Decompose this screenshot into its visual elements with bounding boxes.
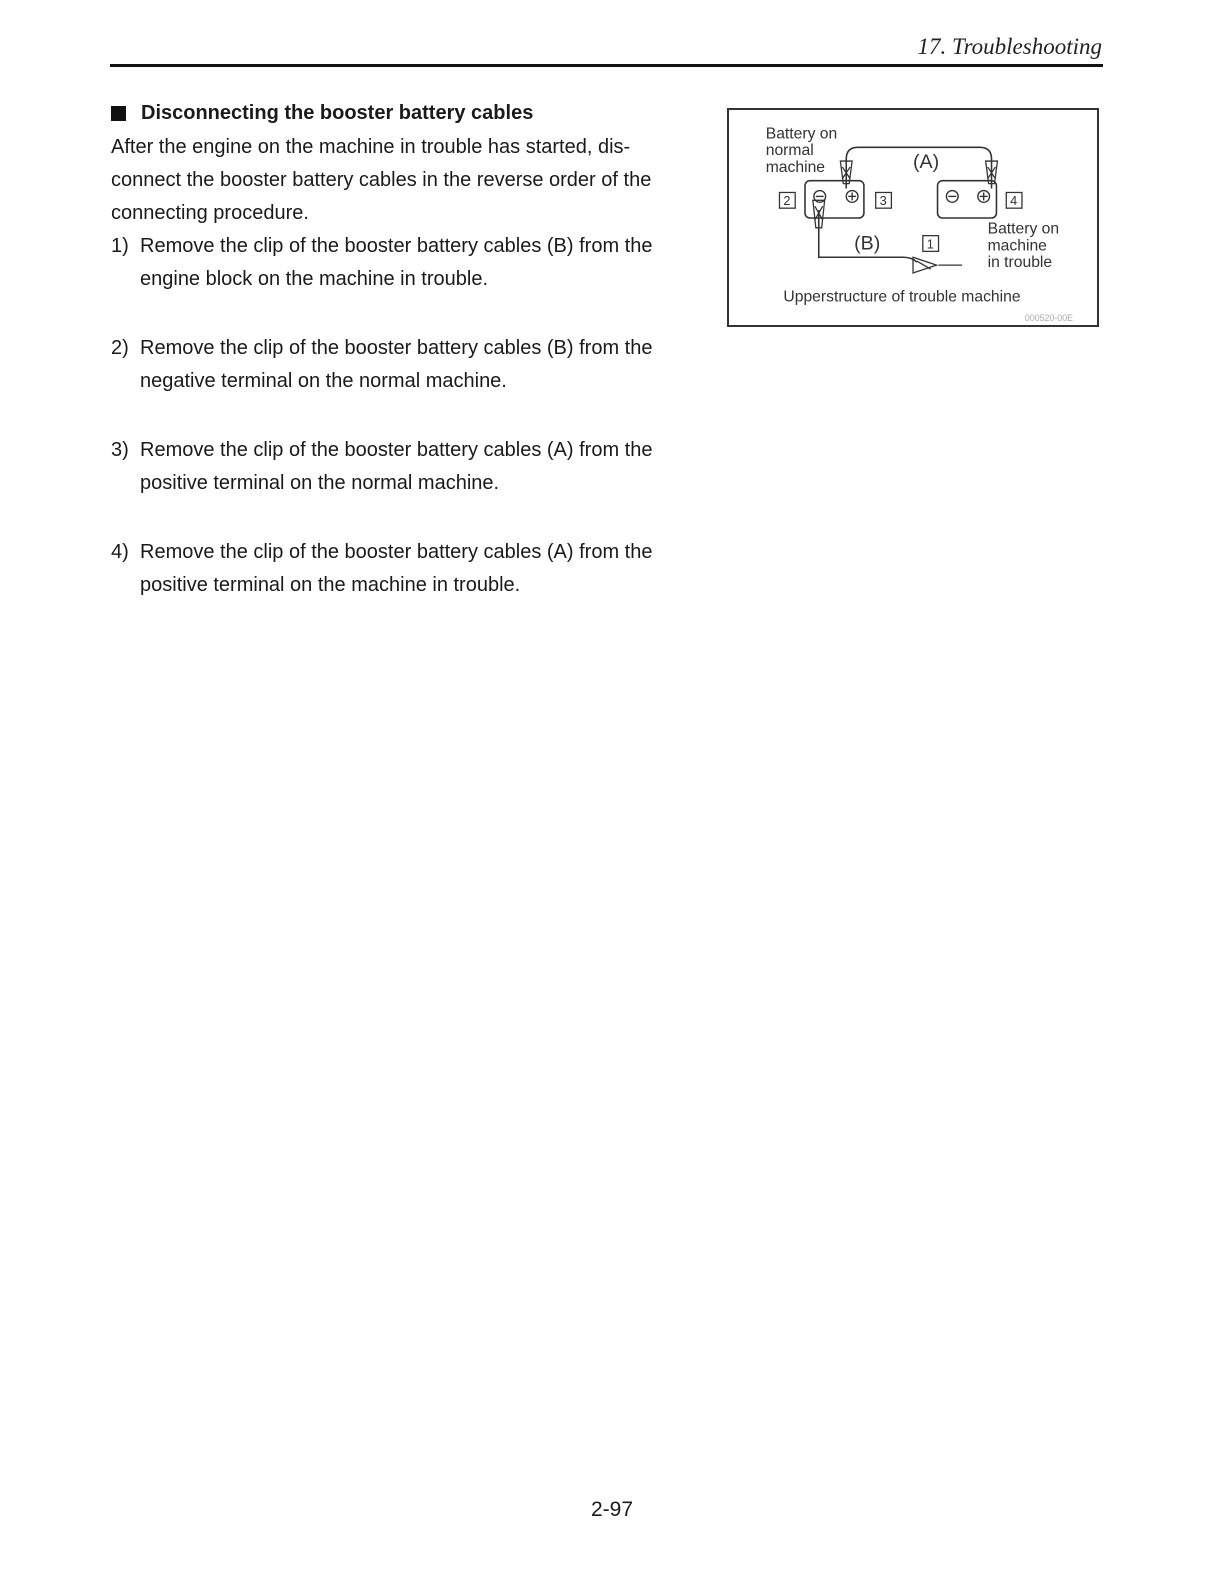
normal-battery-label-line3: machine (765, 158, 826, 176)
page-number: 2-97 (590, 1498, 634, 1521)
header-rule (110, 64, 1103, 67)
step-text: Remove the clip of the booster battery cables (B) from the negative terminal on the normal machine. (140, 337, 653, 392)
trouble-battery (938, 181, 997, 218)
normal-battery-label-line2: normal (765, 142, 814, 160)
normal-battery-label-line1: Battery on (765, 125, 838, 143)
step-item-4 (111, 536, 681, 602)
step-marker-1 (923, 236, 939, 252)
section-title: Disconnecting the booster battery cables (141, 102, 534, 124)
step-text: Remove the clip of the booster battery cables (A) from the positive terminal on the machine in trouble. (140, 541, 653, 596)
trouble-battery-label-line2: machine (987, 237, 1047, 255)
step-number: 1) (111, 235, 129, 257)
step-text: Remove the clip of the booster battery cables (A) from the positive terminal on the normal machine. (140, 439, 653, 494)
positive-terminal-icon (846, 191, 858, 203)
step-list (111, 230, 681, 602)
figure-code: 000520-00E (1024, 313, 1074, 324)
step-text: Remove the clip of the booster battery cables (B) from the engine block on the machine in trouble. (140, 235, 653, 290)
positive-terminal-icon (978, 191, 990, 203)
step-number: 2) (111, 337, 129, 359)
step-item-2 (111, 332, 681, 398)
trouble-battery-label-line1: Battery on (987, 220, 1060, 238)
intro-paragraph: After the engine on the machine in trouble has started, dis-connect the booster battery cables in the reverse order of the connecting procedure. (111, 136, 652, 224)
svg-text:3: 3 (879, 193, 887, 209)
svg-text:4: 4 (1010, 193, 1018, 209)
main-text-column (111, 102, 681, 602)
square-bullet-icon (111, 106, 126, 121)
chapter-title: 17. Troubleshooting (917, 34, 1102, 59)
negative-terminal-icon (946, 191, 958, 203)
step-item-1 (111, 230, 681, 296)
trouble-battery-label-line3: in trouble (987, 254, 1053, 272)
step-number: 4) (111, 541, 129, 563)
svg-text:2: 2 (783, 193, 791, 209)
section-heading (111, 102, 681, 125)
svg-text:1: 1 (926, 236, 934, 252)
step-marker-3 (876, 192, 892, 208)
step-number: 3) (111, 439, 129, 461)
step-marker-4 (1006, 192, 1022, 208)
step-marker-2 (779, 192, 795, 208)
cable-a-label: (A) (913, 150, 940, 173)
booster-cable-diagram (727, 108, 1099, 327)
figure-caption: Upperstructure of trouble machine (783, 288, 1021, 306)
ground-clip-icon (913, 257, 962, 273)
cable-b-label: (B) (854, 232, 881, 255)
step-item-3 (111, 434, 681, 500)
